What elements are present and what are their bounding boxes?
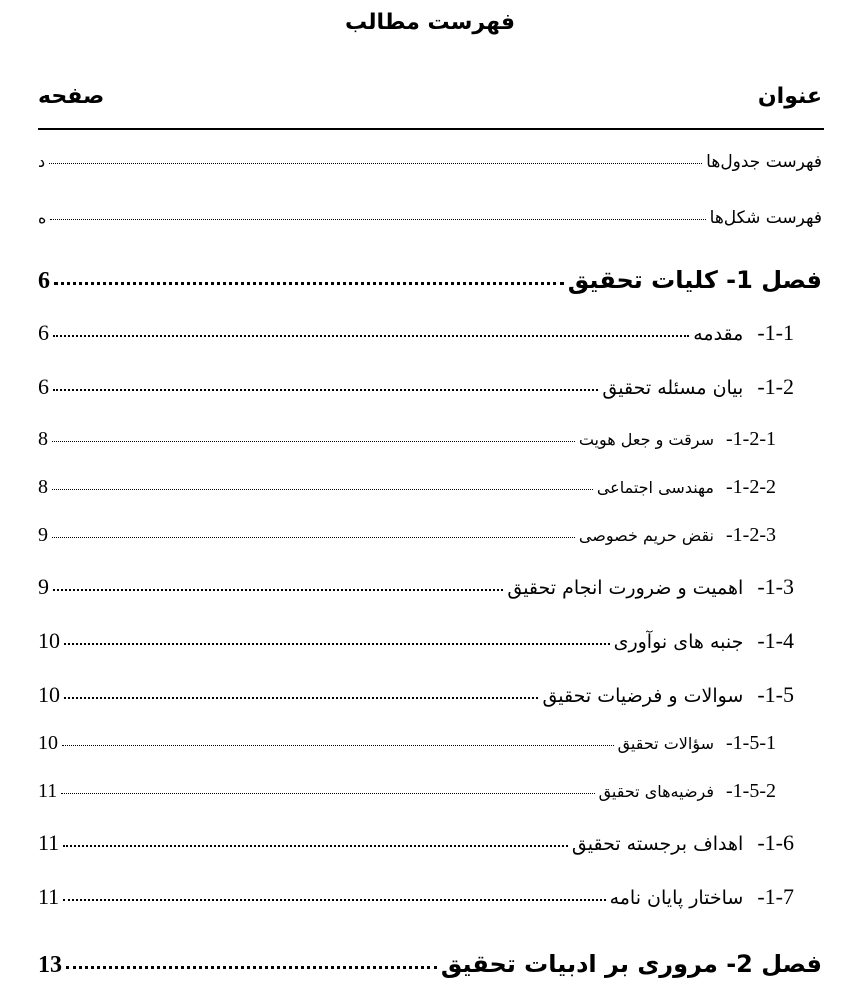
toc-entry-page: 6 <box>38 268 50 294</box>
toc-entry-page: 9 <box>38 574 49 599</box>
toc-entry-label: ساختار پایان نامه <box>609 887 744 909</box>
toc-entry-label: سرقت و جعل هویت <box>578 430 714 449</box>
toc-entry-page: 8 <box>38 476 48 498</box>
toc-entry-1-2-1[interactable] <box>38 428 776 451</box>
toc-entry-1-5[interactable] <box>38 682 794 708</box>
leader-dots <box>61 793 594 794</box>
leader-dots <box>63 899 605 901</box>
leader-dots <box>54 282 564 285</box>
toc-entry-page: 11 <box>38 830 60 855</box>
leader-dots <box>53 389 598 391</box>
toc-entry-number: 1-5-2- <box>726 780 776 802</box>
header-rule <box>38 128 824 130</box>
leader-dots <box>66 966 437 969</box>
toc-entry-number: 1-2-2- <box>726 476 776 498</box>
toc-entry-number: 1-3- <box>757 574 794 599</box>
toc-entry-1-2[interactable] <box>38 374 794 400</box>
toc-entry-chapter-2[interactable] <box>38 950 822 979</box>
toc-entry-1-3[interactable] <box>38 574 794 600</box>
leader-dots <box>63 845 568 847</box>
toc-entry-page: 10 <box>38 682 60 707</box>
toc-entry-number: 1-5- <box>757 682 794 707</box>
toc-entry-page: 13 <box>38 952 62 978</box>
toc-entry-list-of-tables[interactable] <box>38 152 822 172</box>
leader-dots <box>52 489 593 490</box>
toc-entry-label: اهمیت و ضرورت انجام تحقیق <box>507 577 744 599</box>
toc-entry-label: فرضیه‌های تحقیق <box>598 782 714 801</box>
toc-entry-1-2-3[interactable] <box>38 524 776 547</box>
page-column-header: صفحه <box>38 84 105 109</box>
leader-dots <box>50 219 705 220</box>
toc-entry-number: 1-4- <box>757 628 794 653</box>
title-column-header: عنوان <box>757 84 822 109</box>
toc-entry-number: 1-1- <box>757 320 794 345</box>
toc-entry-page: 10 <box>38 628 60 653</box>
page-title: فهرست مطالب <box>344 10 516 35</box>
toc-entry-page: 11 <box>38 780 58 802</box>
toc-entry-number: 1-2-3- <box>726 524 776 546</box>
toc-entry-list-of-figures[interactable] <box>38 208 822 228</box>
toc-entry-number: 1-2-1- <box>726 428 776 450</box>
toc-entry-1-7[interactable] <box>38 884 794 910</box>
toc-entry-label: سؤالات تحقیق <box>617 734 714 753</box>
leader-dots <box>49 163 702 164</box>
toc-entry-1-6[interactable] <box>38 830 794 856</box>
toc-entry-1-5-1[interactable] <box>38 732 776 755</box>
toc-entry-number: 1-6- <box>757 830 794 855</box>
toc-entry-number: 1-5-1- <box>726 732 776 754</box>
toc-entry-label: سوالات و فرضیات تحقیق <box>542 685 744 707</box>
toc-entry-number: 1-2- <box>757 374 794 399</box>
toc-entry-page: 9 <box>38 524 48 546</box>
toc-entry-page: ه <box>38 208 47 227</box>
toc-entry-page: 10 <box>38 732 58 754</box>
toc-entry-label: نقض حریم خصوصی <box>578 526 714 545</box>
toc-entry-1-5-2[interactable] <box>38 780 776 803</box>
leader-dots <box>52 441 575 442</box>
leader-dots <box>53 589 503 591</box>
toc-entry-page: 11 <box>38 884 60 909</box>
leader-dots <box>52 537 575 538</box>
toc-entry-label: فصل 1- کلیات تحقیق <box>567 266 822 294</box>
leader-dots <box>53 335 689 337</box>
toc-entry-number: 1-7- <box>757 884 794 909</box>
toc-entry-label: جنبه های نوآوری <box>613 631 744 653</box>
toc-entry-chapter-1[interactable] <box>38 266 822 295</box>
toc-entry-1-4[interactable] <box>38 628 794 654</box>
toc-entry-label: فهرست شکل‌ها <box>709 208 822 228</box>
toc-entry-page: 6 <box>38 374 49 399</box>
toc-entry-label: اهداف برجسته تحقیق <box>571 833 744 855</box>
toc-entry-label: فهرست جدول‌ها <box>706 152 822 172</box>
leader-dots <box>64 643 610 645</box>
toc-entry-label: مقدمه <box>693 323 744 345</box>
toc-entry-page: 6 <box>38 320 49 345</box>
toc-entry-1-1[interactable] <box>38 320 794 346</box>
toc-entry-page: 8 <box>38 428 48 450</box>
toc-entry-label: مهندسی اجتماعی <box>596 478 714 497</box>
toc-entry-1-2-2[interactable] <box>38 476 776 499</box>
toc-entry-label: فصل 2- مروری بر ادبیات تحقیق <box>440 950 822 978</box>
toc-entry-page: د <box>38 152 46 171</box>
leader-dots <box>64 697 538 699</box>
toc-entry-label: بیان مسئله تحقیق <box>602 377 744 399</box>
leader-dots <box>62 745 614 746</box>
